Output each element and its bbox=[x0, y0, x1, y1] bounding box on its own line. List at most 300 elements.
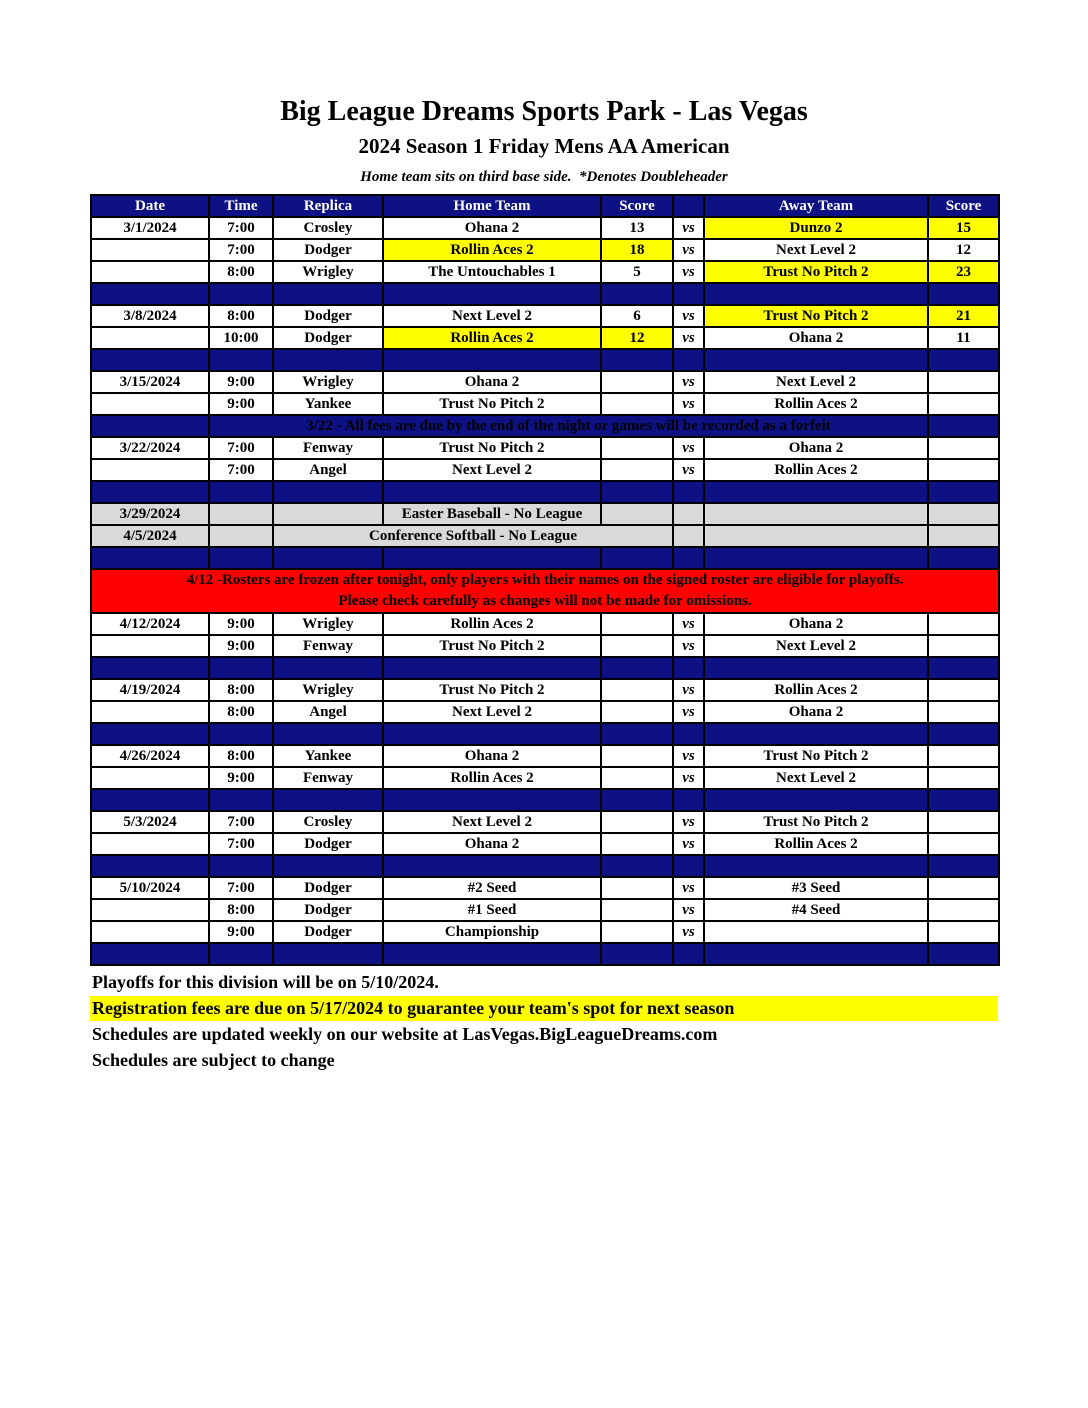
home-team-cell: Trust No Pitch 2 bbox=[383, 635, 601, 657]
replica-cell: Angel bbox=[273, 459, 383, 481]
date-cell: 4/26/2024 bbox=[91, 745, 209, 767]
replica-cell: Wrigley bbox=[273, 679, 383, 701]
schedule-row-sep bbox=[91, 723, 999, 745]
schedule-row-game bbox=[91, 679, 999, 701]
time-cell: 7:00 bbox=[209, 811, 273, 833]
date-cell: 3/29/2024 bbox=[91, 503, 209, 525]
time-cell: 7:00 bbox=[209, 217, 273, 239]
header-away-score: Score bbox=[928, 195, 999, 217]
separator-cell bbox=[928, 789, 999, 811]
fees-notice-text: 3/22 - All fees are due by the end of the night or games will be recorded as a forfeit bbox=[209, 415, 928, 437]
replica-cell: Crosley bbox=[273, 811, 383, 833]
home-score-cell bbox=[601, 459, 673, 481]
date-cell bbox=[91, 833, 209, 855]
schedule-row-sep bbox=[91, 855, 999, 877]
home-team-note: Home team sits on third base side. *Denotes Doubleheader bbox=[360, 169, 728, 185]
time-cell: 8:00 bbox=[209, 745, 273, 767]
separator-cell bbox=[673, 349, 704, 371]
separator-cell bbox=[273, 283, 383, 305]
schedule-row-sep bbox=[91, 657, 999, 679]
separator-cell bbox=[601, 547, 673, 569]
separator-cell bbox=[209, 481, 273, 503]
home-score-cell bbox=[601, 503, 673, 525]
home-team-cell: Next Level 2 bbox=[383, 459, 601, 481]
time-cell bbox=[209, 503, 273, 525]
home-score-cell: 12 bbox=[601, 327, 673, 349]
away-score-cell: 15 bbox=[928, 217, 999, 239]
away-team-cell: Rollin Aces 2 bbox=[704, 833, 928, 855]
away-score-cell bbox=[928, 877, 999, 899]
separator-cell bbox=[928, 283, 999, 305]
date-cell bbox=[91, 921, 209, 943]
separator-cell bbox=[673, 723, 704, 745]
time-cell: 8:00 bbox=[209, 305, 273, 327]
separator-cell bbox=[383, 547, 601, 569]
time-cell: 9:00 bbox=[209, 921, 273, 943]
date-cell bbox=[91, 327, 209, 349]
schedule-row-game bbox=[91, 811, 999, 833]
schedule-document bbox=[90, 96, 998, 1073]
home-score-cell bbox=[601, 371, 673, 393]
separator-cell bbox=[383, 943, 601, 965]
schedule-row-game bbox=[91, 305, 999, 327]
separator-cell bbox=[673, 855, 704, 877]
home-score-cell bbox=[601, 437, 673, 459]
no-league-text: Easter Baseball - No League bbox=[383, 503, 601, 525]
schedule-row-sep bbox=[91, 481, 999, 503]
away-score-cell bbox=[928, 899, 999, 921]
vs-cell: vs bbox=[673, 327, 704, 349]
away-team-cell bbox=[704, 525, 928, 547]
away-team-cell: Dunzo 2 bbox=[704, 217, 928, 239]
home-score-cell bbox=[601, 767, 673, 789]
separator-cell bbox=[383, 723, 601, 745]
separator-cell bbox=[91, 723, 209, 745]
home-score-cell bbox=[601, 635, 673, 657]
separator-cell bbox=[209, 657, 273, 679]
away-score-cell bbox=[928, 833, 999, 855]
schedule-row-red bbox=[91, 569, 999, 613]
separator-cell bbox=[601, 723, 673, 745]
registration-note: Registration fees are due on 5/17/2024 to guarantee your team's spot for next season bbox=[90, 996, 998, 1021]
away-team-cell: Rollin Aces 2 bbox=[704, 459, 928, 481]
replica-cell: Wrigley bbox=[273, 613, 383, 635]
vs-cell: vs bbox=[673, 833, 704, 855]
date-cell: 5/3/2024 bbox=[91, 811, 209, 833]
home-score-cell bbox=[601, 613, 673, 635]
home-score-cell bbox=[601, 679, 673, 701]
away-score-cell bbox=[928, 745, 999, 767]
page-title: Big League Dreams Sports Park - Las Vegas bbox=[280, 96, 808, 127]
schedule-row-game bbox=[91, 459, 999, 481]
home-score-cell bbox=[601, 921, 673, 943]
away-team-cell: Ohana 2 bbox=[704, 613, 928, 635]
replica-cell: Fenway bbox=[273, 767, 383, 789]
away-score-cell: 11 bbox=[928, 327, 999, 349]
away-score-cell bbox=[928, 635, 999, 657]
home-team-cell: Trust No Pitch 2 bbox=[383, 437, 601, 459]
time-cell: 8:00 bbox=[209, 899, 273, 921]
home-team-cell: Rollin Aces 2 bbox=[383, 239, 601, 261]
time-cell: 9:00 bbox=[209, 613, 273, 635]
separator-cell bbox=[704, 547, 928, 569]
separator-cell bbox=[704, 943, 928, 965]
home-team-cell: Ohana 2 bbox=[383, 745, 601, 767]
time-cell: 7:00 bbox=[209, 877, 273, 899]
schedule-row-sep bbox=[91, 943, 999, 965]
vs-cell: vs bbox=[673, 393, 704, 415]
schedule-row-sep bbox=[91, 789, 999, 811]
replica-cell: Dodger bbox=[273, 877, 383, 899]
schedule-row-game bbox=[91, 437, 999, 459]
schedule-row-game bbox=[91, 393, 999, 415]
separator-cell bbox=[673, 283, 704, 305]
vs-cell bbox=[673, 503, 704, 525]
separator-cell bbox=[704, 481, 928, 503]
schedule-row-game bbox=[91, 371, 999, 393]
separator-cell bbox=[928, 943, 999, 965]
home-team-cell: Ohana 2 bbox=[383, 371, 601, 393]
separator-cell bbox=[273, 547, 383, 569]
separator-cell bbox=[704, 657, 928, 679]
home-score-cell bbox=[601, 877, 673, 899]
header-time: Time bbox=[209, 195, 273, 217]
separator-cell bbox=[383, 481, 601, 503]
home-team-cell: The Untouchables 1 bbox=[383, 261, 601, 283]
separator-cell bbox=[601, 657, 673, 679]
separator-cell bbox=[601, 789, 673, 811]
schedule-row-game bbox=[91, 745, 999, 767]
away-score-cell bbox=[928, 503, 999, 525]
replica-cell bbox=[273, 503, 383, 525]
vs-cell: vs bbox=[673, 745, 704, 767]
separator-cell bbox=[273, 723, 383, 745]
date-cell bbox=[91, 635, 209, 657]
separator-cell bbox=[601, 481, 673, 503]
separator-cell bbox=[673, 547, 704, 569]
home-team-cell: #1 Seed bbox=[383, 899, 601, 921]
time-cell: 7:00 bbox=[209, 833, 273, 855]
away-score-cell bbox=[928, 613, 999, 635]
away-team-cell: Ohana 2 bbox=[704, 701, 928, 723]
time-cell: 8:00 bbox=[209, 679, 273, 701]
home-score-cell: 18 bbox=[601, 239, 673, 261]
home-team-cell: Ohana 2 bbox=[383, 217, 601, 239]
separator-cell bbox=[928, 349, 999, 371]
home-team-cell: Next Level 2 bbox=[383, 701, 601, 723]
away-score-cell bbox=[928, 525, 999, 547]
separator-cell bbox=[273, 855, 383, 877]
date-cell bbox=[91, 899, 209, 921]
separator-cell bbox=[704, 349, 928, 371]
home-team-cell: Next Level 2 bbox=[383, 811, 601, 833]
home-score-cell: 6 bbox=[601, 305, 673, 327]
home-score-cell bbox=[601, 393, 673, 415]
subject-to-change-note: Schedules are subject to change bbox=[92, 1050, 335, 1070]
time-cell: 7:00 bbox=[209, 239, 273, 261]
vs-cell bbox=[673, 525, 704, 547]
away-score-cell bbox=[928, 767, 999, 789]
home-score-cell bbox=[601, 745, 673, 767]
away-team-cell: Trust No Pitch 2 bbox=[704, 261, 928, 283]
replica-cell: Dodger bbox=[273, 921, 383, 943]
separator-cell bbox=[704, 723, 928, 745]
vs-cell: vs bbox=[673, 701, 704, 723]
home-team-cell: Rollin Aces 2 bbox=[383, 327, 601, 349]
separator-cell bbox=[91, 943, 209, 965]
vs-cell: vs bbox=[673, 767, 704, 789]
away-team-cell bbox=[704, 921, 928, 943]
separator-cell bbox=[704, 789, 928, 811]
schedule-row-sep bbox=[91, 547, 999, 569]
roster-frozen-notice-line: Please check carefully as changes will not be made for omissions. bbox=[338, 593, 752, 609]
away-team-cell: Next Level 2 bbox=[704, 239, 928, 261]
vs-cell: vs bbox=[673, 899, 704, 921]
separator-cell bbox=[601, 943, 673, 965]
vs-cell: vs bbox=[673, 679, 704, 701]
schedule-row-sep bbox=[91, 349, 999, 371]
away-score-cell: 23 bbox=[928, 261, 999, 283]
separator-cell bbox=[601, 349, 673, 371]
away-team-cell bbox=[704, 503, 928, 525]
time-cell: 8:00 bbox=[209, 261, 273, 283]
away-team-cell: #4 Seed bbox=[704, 899, 928, 921]
separator-cell bbox=[673, 657, 704, 679]
away-team-cell: Trust No Pitch 2 bbox=[704, 745, 928, 767]
replica-cell: Dodger bbox=[273, 327, 383, 349]
separator-cell bbox=[273, 789, 383, 811]
schedule-row-game bbox=[91, 877, 999, 899]
separator-cell bbox=[673, 943, 704, 965]
time-cell: 9:00 bbox=[209, 371, 273, 393]
time-cell bbox=[209, 525, 273, 547]
vs-cell: vs bbox=[673, 305, 704, 327]
date-cell bbox=[91, 701, 209, 723]
separator-cell bbox=[383, 789, 601, 811]
away-team-cell: Rollin Aces 2 bbox=[704, 393, 928, 415]
vs-cell: vs bbox=[673, 371, 704, 393]
vs-cell: vs bbox=[673, 635, 704, 657]
home-score-cell bbox=[601, 701, 673, 723]
time-cell: 7:00 bbox=[209, 437, 273, 459]
schedule-row-game bbox=[91, 833, 999, 855]
separator-cell bbox=[91, 547, 209, 569]
date-cell: 4/19/2024 bbox=[91, 679, 209, 701]
roster-frozen-notice-line: 4/12 -Rosters are frozen after tonight, only players with their names on the signed roster are eligible for playoffs. bbox=[186, 572, 904, 588]
date-cell: 3/22/2024 bbox=[91, 437, 209, 459]
schedule-row-game bbox=[91, 767, 999, 789]
separator-cell bbox=[928, 481, 999, 503]
replica-cell: Dodger bbox=[273, 899, 383, 921]
schedule-row-game bbox=[91, 239, 999, 261]
away-score-cell bbox=[928, 459, 999, 481]
header-away-team: Away Team bbox=[704, 195, 928, 217]
home-team-cell: Trust No Pitch 2 bbox=[383, 393, 601, 415]
separator-cell bbox=[91, 481, 209, 503]
time-cell: 8:00 bbox=[209, 701, 273, 723]
separator-cell bbox=[209, 547, 273, 569]
vs-cell: vs bbox=[673, 437, 704, 459]
schedule-row-info bbox=[91, 525, 999, 547]
schedule-row-game bbox=[91, 261, 999, 283]
date-cell: 4/12/2024 bbox=[91, 613, 209, 635]
season-subtitle: 2024 Season 1 Friday Mens AA American bbox=[358, 134, 730, 158]
date-cell: 4/5/2024 bbox=[91, 525, 209, 547]
separator-cell bbox=[383, 855, 601, 877]
header-date: Date bbox=[91, 195, 209, 217]
away-team-cell: #3 Seed bbox=[704, 877, 928, 899]
away-score-cell bbox=[928, 437, 999, 459]
away-score-cell: 12 bbox=[928, 239, 999, 261]
separator-cell bbox=[91, 789, 209, 811]
separator-cell bbox=[273, 943, 383, 965]
time-cell: 7:00 bbox=[209, 459, 273, 481]
replica-cell: Yankee bbox=[273, 745, 383, 767]
schedule-row-game bbox=[91, 613, 999, 635]
separator-cell bbox=[209, 789, 273, 811]
date-cell: 5/10/2024 bbox=[91, 877, 209, 899]
vs-cell: vs bbox=[673, 217, 704, 239]
replica-cell: Dodger bbox=[273, 305, 383, 327]
header-row bbox=[91, 195, 999, 217]
date-cell: 3/1/2024 bbox=[91, 217, 209, 239]
schedule-table bbox=[90, 194, 1000, 966]
separator-cell bbox=[928, 723, 999, 745]
vs-cell: vs bbox=[673, 811, 704, 833]
separator-cell bbox=[273, 481, 383, 503]
no-league-text: Conference Softball - No League bbox=[273, 525, 673, 547]
replica-cell: Dodger bbox=[273, 833, 383, 855]
header-vs-spacer bbox=[673, 195, 704, 217]
separator-cell bbox=[673, 789, 704, 811]
replica-cell: Wrigley bbox=[273, 371, 383, 393]
date-cell bbox=[91, 239, 209, 261]
separator-cell bbox=[91, 657, 209, 679]
schedule-row-sep bbox=[91, 283, 999, 305]
away-team-cell: Trust No Pitch 2 bbox=[704, 811, 928, 833]
home-team-cell: #2 Seed bbox=[383, 877, 601, 899]
away-score-cell bbox=[928, 371, 999, 393]
home-score-cell bbox=[601, 833, 673, 855]
away-score-cell bbox=[928, 701, 999, 723]
home-team-cell: Next Level 2 bbox=[383, 305, 601, 327]
home-team-cell: Rollin Aces 2 bbox=[383, 767, 601, 789]
home-team-cell: Rollin Aces 2 bbox=[383, 613, 601, 635]
away-team-cell: Ohana 2 bbox=[704, 327, 928, 349]
time-cell: 9:00 bbox=[209, 393, 273, 415]
separator-cell bbox=[273, 657, 383, 679]
replica-cell: Wrigley bbox=[273, 261, 383, 283]
time-cell: 9:00 bbox=[209, 635, 273, 657]
separator-cell bbox=[704, 283, 928, 305]
away-score-cell bbox=[928, 393, 999, 415]
separator-cell bbox=[209, 723, 273, 745]
vs-cell: vs bbox=[673, 921, 704, 943]
replica-cell: Crosley bbox=[273, 217, 383, 239]
separator-cell bbox=[928, 657, 999, 679]
replica-cell: Fenway bbox=[273, 635, 383, 657]
date-cell bbox=[91, 261, 209, 283]
replica-cell: Dodger bbox=[273, 239, 383, 261]
separator-cell bbox=[209, 349, 273, 371]
home-score-cell bbox=[601, 811, 673, 833]
home-score-cell: 5 bbox=[601, 261, 673, 283]
separator-cell bbox=[91, 283, 209, 305]
home-team-cell: Ohana 2 bbox=[383, 833, 601, 855]
footer-notes bbox=[90, 970, 998, 1073]
home-score-cell: 13 bbox=[601, 217, 673, 239]
away-team-cell: Trust No Pitch 2 bbox=[704, 305, 928, 327]
header-replica: Replica bbox=[273, 195, 383, 217]
vs-cell: vs bbox=[673, 261, 704, 283]
separator-cell bbox=[383, 349, 601, 371]
away-team-cell: Next Level 2 bbox=[704, 371, 928, 393]
separator-cell bbox=[928, 415, 999, 437]
home-score-cell bbox=[601, 899, 673, 921]
away-team-cell: Next Level 2 bbox=[704, 767, 928, 789]
schedule-row-game bbox=[91, 635, 999, 657]
away-team-cell: Next Level 2 bbox=[704, 635, 928, 657]
website-note: Schedules are updated weekly on our website at LasVegas.BigLeagueDreams.com bbox=[92, 1024, 718, 1044]
separator-cell bbox=[273, 349, 383, 371]
separator-cell bbox=[91, 349, 209, 371]
separator-cell bbox=[928, 547, 999, 569]
schedule-row-game bbox=[91, 921, 999, 943]
schedule-row-info bbox=[91, 503, 999, 525]
separator-cell bbox=[209, 943, 273, 965]
separator-cell bbox=[91, 855, 209, 877]
separator-cell bbox=[209, 283, 273, 305]
header-home-score: Score bbox=[601, 195, 673, 217]
replica-cell: Yankee bbox=[273, 393, 383, 415]
separator-cell bbox=[928, 855, 999, 877]
roster-frozen-notice bbox=[91, 569, 999, 613]
separator-cell bbox=[383, 283, 601, 305]
away-score-cell bbox=[928, 921, 999, 943]
separator-cell bbox=[601, 855, 673, 877]
replica-cell: Angel bbox=[273, 701, 383, 723]
schedule-row-game bbox=[91, 701, 999, 723]
separator-cell bbox=[209, 855, 273, 877]
away-score-cell bbox=[928, 811, 999, 833]
date-cell: 3/8/2024 bbox=[91, 305, 209, 327]
schedule-row-game bbox=[91, 217, 999, 239]
vs-cell: vs bbox=[673, 877, 704, 899]
replica-cell: Fenway bbox=[273, 437, 383, 459]
date-cell bbox=[91, 459, 209, 481]
separator-cell bbox=[673, 481, 704, 503]
home-team-cell: Trust No Pitch 2 bbox=[383, 679, 601, 701]
vs-cell: vs bbox=[673, 459, 704, 481]
schedule-row-game bbox=[91, 327, 999, 349]
playoffs-note: Playoffs for this division will be on 5/10/2024. bbox=[92, 972, 439, 992]
schedule-table-body bbox=[91, 217, 999, 965]
header-home-team: Home Team bbox=[383, 195, 601, 217]
date-cell bbox=[91, 767, 209, 789]
date-cell bbox=[91, 393, 209, 415]
time-cell: 10:00 bbox=[209, 327, 273, 349]
separator-cell bbox=[91, 415, 209, 437]
schedule-row-notice bbox=[91, 415, 999, 437]
vs-cell: vs bbox=[673, 613, 704, 635]
away-team-cell: Ohana 2 bbox=[704, 437, 928, 459]
away-team-cell: Rollin Aces 2 bbox=[704, 679, 928, 701]
schedule-row-game bbox=[91, 899, 999, 921]
separator-cell bbox=[383, 657, 601, 679]
separator-cell bbox=[601, 283, 673, 305]
vs-cell: vs bbox=[673, 239, 704, 261]
away-score-cell bbox=[928, 679, 999, 701]
